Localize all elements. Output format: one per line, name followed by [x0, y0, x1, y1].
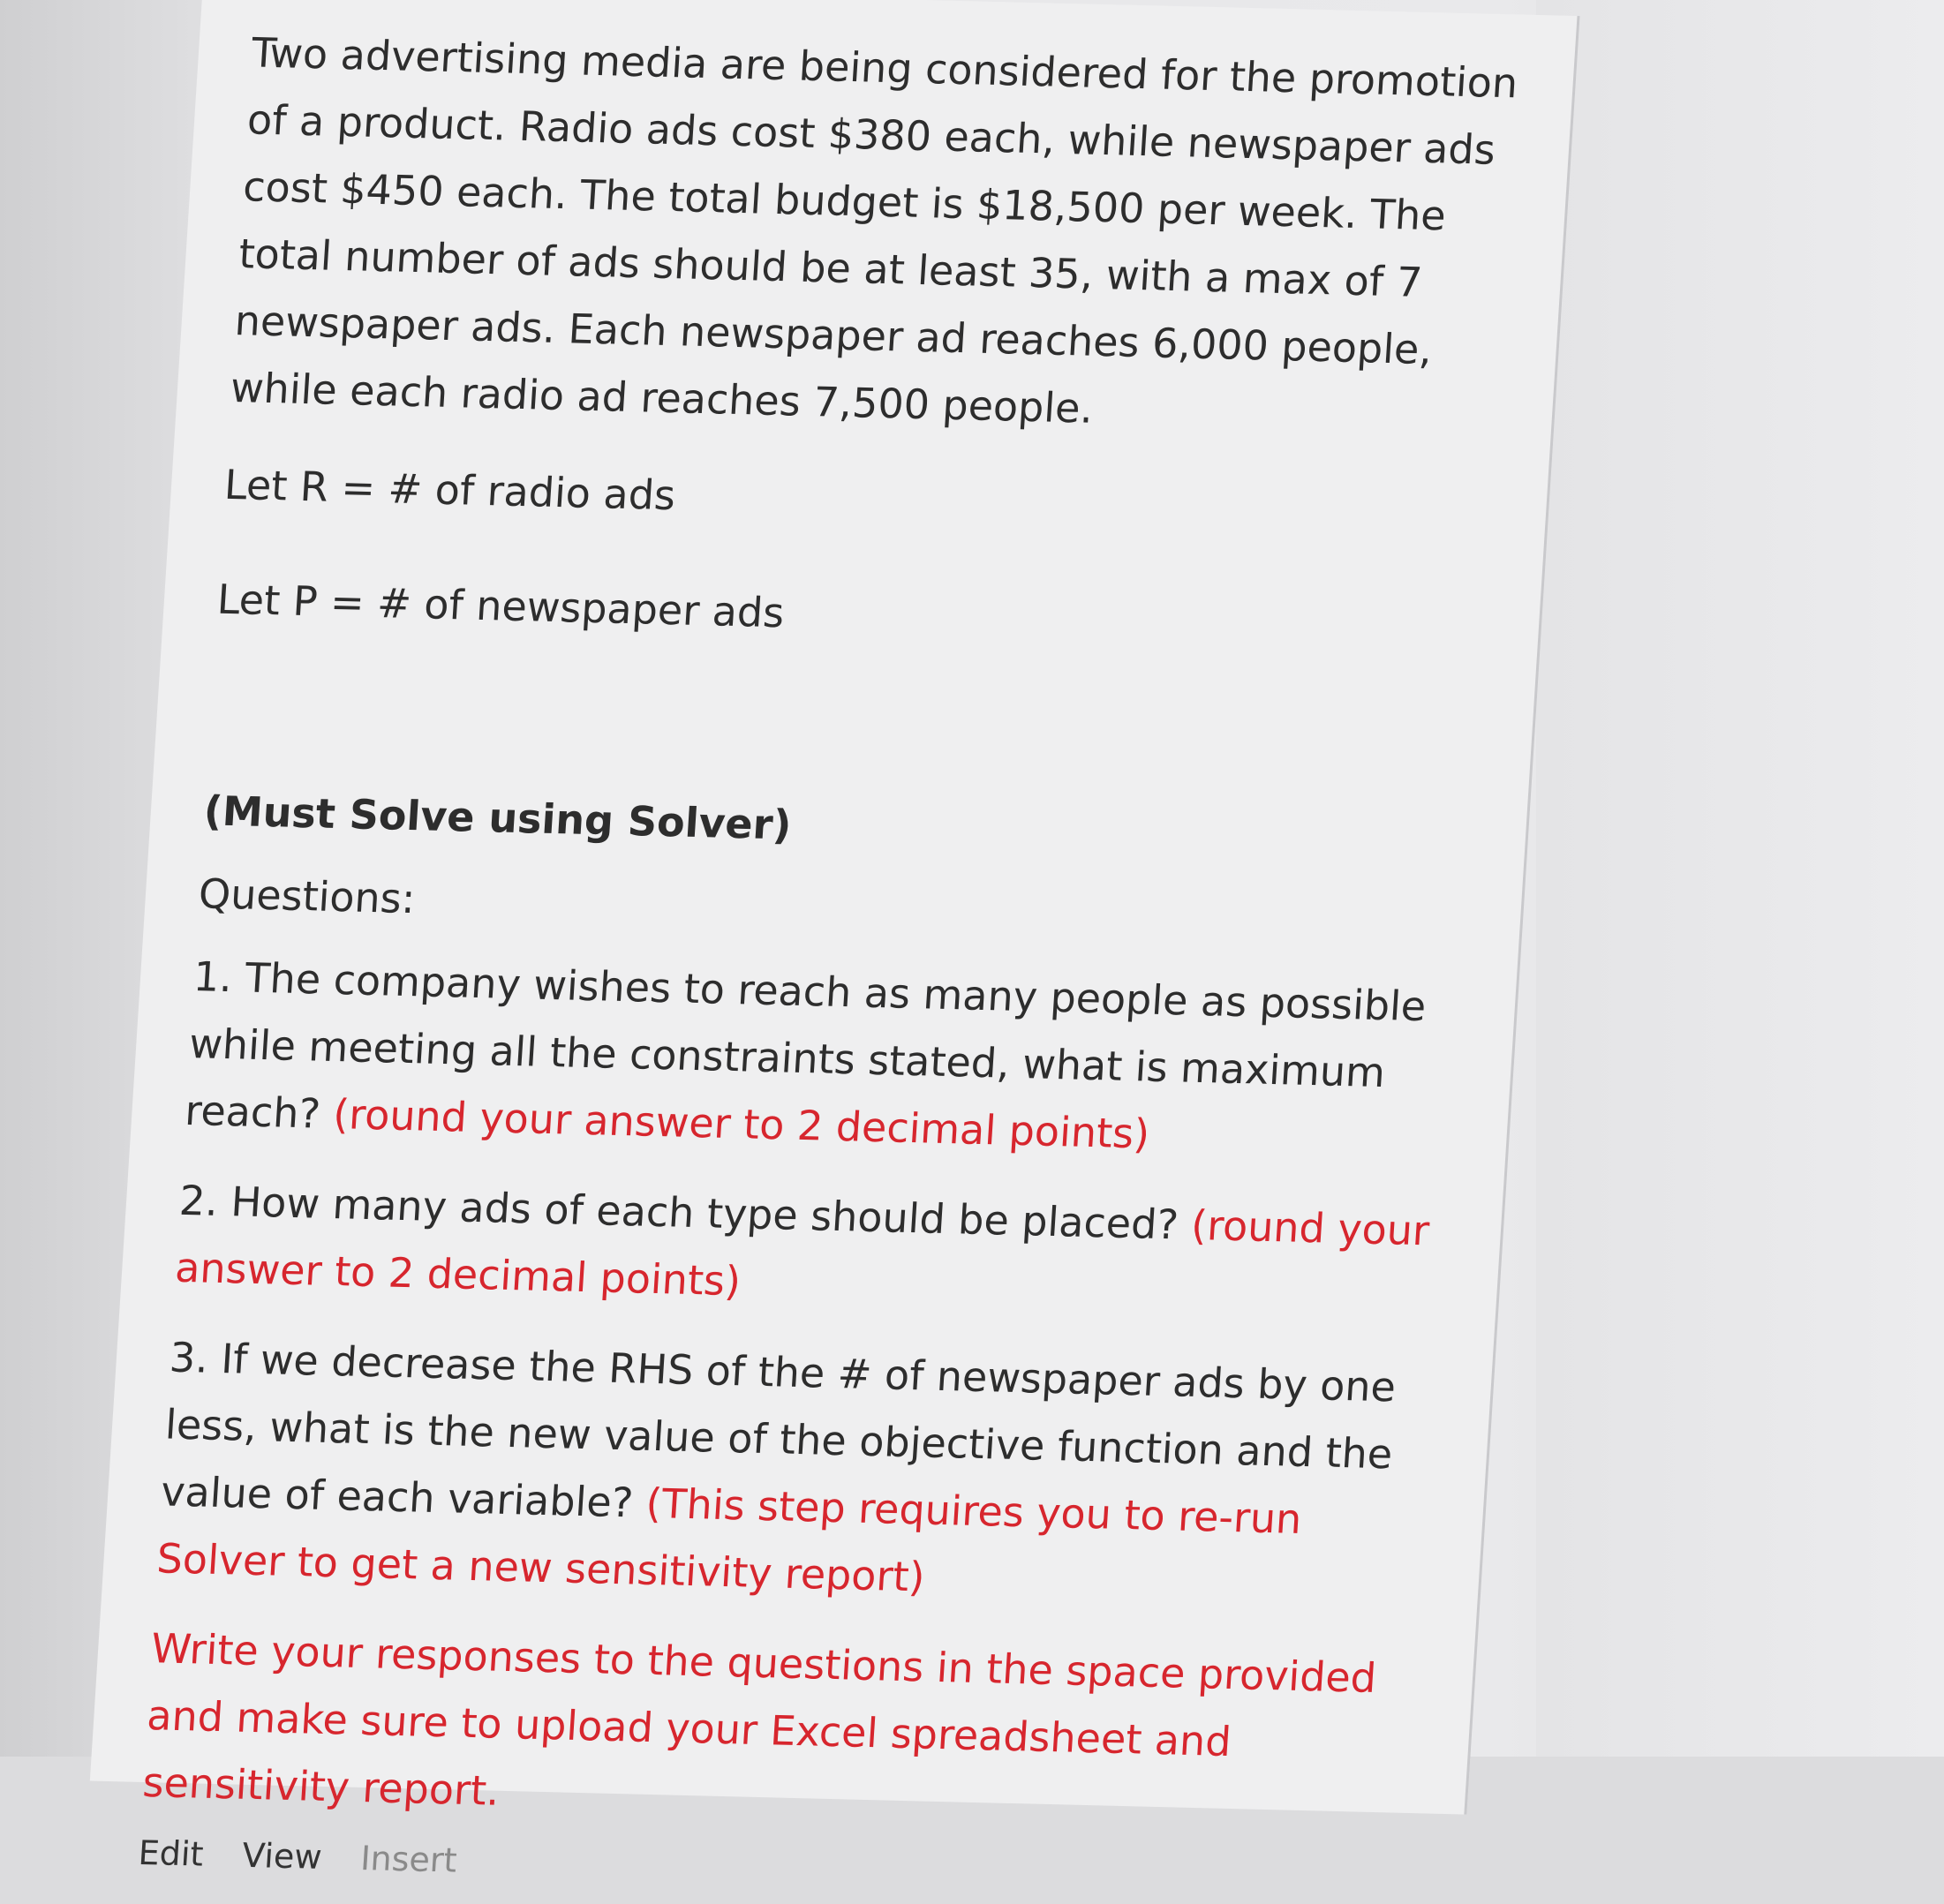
question-1-text: 1. The company wishes to reach as many people as possible while meeting all the constraints stated, what is maximum reach?: [183, 952, 1428, 1138]
problem-statement: Two advertising media are being considered for the promotion of a product. Radio ads cost $380 each, while newspaper ads cost $450 each. The total budget is $18,500 per week. The total number of ads should be at least 35, with a max of 7 newspaper ads. Each newspaper ad reaches 6,000 people, while each radio ad reaches 7,500 people.: [229, 28, 1519, 433]
menu-edit[interactable]: Edit: [137, 1833, 205, 1874]
menu-insert[interactable]: Insert: [359, 1839, 458, 1880]
question-3: [154, 1324, 1443, 1623]
variable-definition-p: Let P = # of newspaper ads: [215, 575, 786, 637]
menu-view[interactable]: View: [240, 1835, 323, 1877]
question-2: [173, 1167, 1452, 1332]
question-2-rounding-note: (round your answer to 2 decimal points): [173, 1200, 1431, 1306]
rich-text-editor-menubar: [137, 1833, 1407, 1903]
variable-definition-r: Let R = # of radio ads: [222, 460, 677, 520]
question-1-rounding-note: (round your answer to 2 decimal points): [331, 1090, 1151, 1158]
questions-heading: Questions:: [197, 869, 417, 923]
solver-requirement: (Must Solve using Solver): [202, 786, 794, 849]
right-empty-area: [1536, 0, 1944, 1757]
submission-instructions: Write your responses to the questions in the space provided and make sure to upload your Excel spreadsheet and sensitivity report.: [141, 1624, 1378, 1815]
question-3-text: 3. If we decrease the RHS of the # of newspaper ads by one less, what is the new value of the objective function and the value of each variable?: [159, 1333, 1398, 1527]
question-2-text: 2. How many ads of each type should be placed?: [177, 1176, 1194, 1249]
question-1: [183, 943, 1466, 1175]
assignment-content-panel: [90, 0, 1580, 1880]
question-3-solver-note: (This step requires you to re-run Solver to get a new sensitivity report): [155, 1479, 1304, 1601]
